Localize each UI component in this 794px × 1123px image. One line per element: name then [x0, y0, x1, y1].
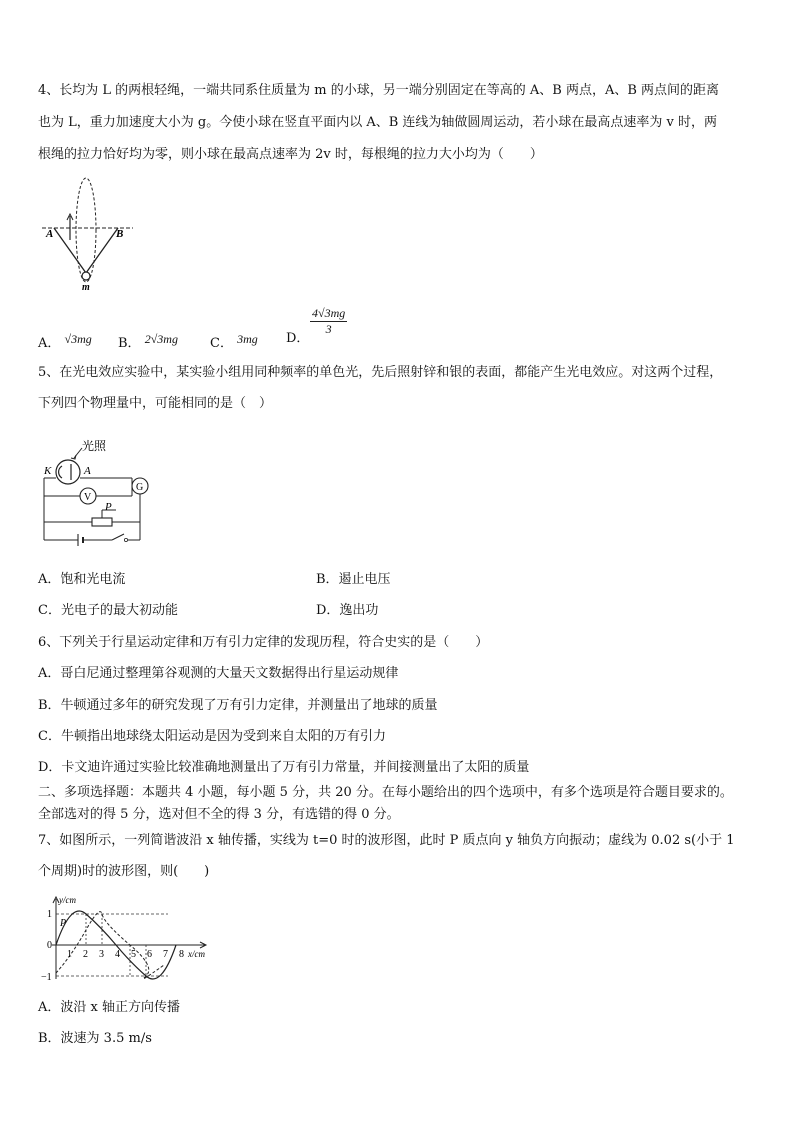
q7-stem-line-1: 7、如图所示，一列简谐波沿 x 轴传播，实线为 t=0 时的波形图，此时 P 质点向 y 轴负方向振动；虚线为 0.02 s(小于 1 — [38, 833, 735, 848]
light-label: 光照 — [82, 439, 107, 453]
q4-option-a-letter: A． — [38, 336, 61, 351]
label-v: V — [84, 492, 92, 503]
label-b: B — [116, 228, 124, 240]
y-tick-0: 0 — [47, 940, 52, 951]
q5-stem-line-1: 5、在光电效应实验中，某实验小组用同种频率的单色光，先后照射锌和银的表面，都能产生光电效应。对这两个过程， — [38, 365, 723, 380]
q7-option-b[interactable]: B．波速为 3.5 m/s — [38, 1031, 152, 1046]
q4-option-d-fraction — [310, 306, 347, 337]
q6-option-d[interactable]: D．卡文迪许通过实验比较准确地测量出了万有引力常量，并间接测量出了太阳的质量 — [38, 760, 530, 775]
q4-option-c-letter: C． — [210, 336, 233, 351]
q5-circuit-figure — [38, 430, 163, 555]
switch — [112, 534, 124, 540]
y-tick-1: 1 — [47, 909, 52, 920]
q4-option-d[interactable] — [286, 330, 309, 348]
y-axis-label: y/cm — [59, 895, 76, 905]
rotation-path — [76, 178, 96, 282]
q5-option-c[interactable]: C．光电子的最大初动能 — [38, 603, 178, 618]
q4-figure — [38, 170, 138, 295]
label-p: P — [105, 501, 112, 513]
q6-stem: 6、下列关于行星运动定律和万有引力定律的发现历程，符合史实的是（ ） — [38, 635, 489, 650]
x-axis-label: x/cm — [188, 949, 205, 959]
x-tick-5: 5 — [131, 949, 136, 960]
x-tick-1: 1 — [67, 949, 72, 960]
q5-stem-line-2: 下列四个物理量中，可能相同的是（ ） — [38, 396, 273, 411]
phototube — [56, 460, 80, 484]
q6-option-c[interactable]: C．牛顿指出地球绕太阳运动是因为受到来自太阳的万有引力 — [38, 729, 386, 744]
q5-option-a[interactable]: A．饱和光电流 — [38, 572, 126, 587]
q6-option-a[interactable]: A．哥白尼通过整理第谷观测的大量天文数据得出行星运动规律 — [38, 666, 399, 681]
q4-option-a[interactable] — [38, 330, 92, 353]
x-tick-6: 6 — [147, 949, 152, 960]
q4-option-b-letter: B． — [118, 336, 141, 351]
x-tick-2: 2 — [83, 949, 88, 960]
ball — [82, 272, 90, 280]
q7-option-a[interactable]: A．波沿 x 轴正方向传播 — [38, 1000, 180, 1015]
q5-option-d[interactable]: D．逸出功 — [316, 603, 379, 618]
x-tick-8: 8 — [179, 949, 184, 960]
x-tick-4: 4 — [115, 949, 120, 960]
q7-wave-figure — [38, 895, 218, 985]
q4-option-b-value: 2√3mg — [144, 332, 178, 346]
label-a: A — [46, 228, 54, 240]
y-tick-neg1: −1 — [41, 972, 52, 983]
x-tick-3: 3 — [99, 949, 104, 960]
q4-option-d-denominator: 3 — [325, 322, 332, 336]
q4-stem-line-3: 根绳的拉力恰好均为零，则小球在最高点速率为 2v 时，每根绳的拉力大小均为（ ） — [38, 147, 543, 162]
label-m: m — [82, 282, 90, 293]
section2-heading-line-2: 全部选对的得 5 分，选对但不全的得 3 分，有选错的得 0 分。 — [38, 807, 400, 822]
q4-option-b[interactable] — [118, 330, 178, 353]
x-tick-7: 7 — [163, 949, 168, 960]
p-label: P — [60, 918, 67, 929]
q5-option-b[interactable]: B．遏止电压 — [316, 572, 391, 587]
x-ticks — [67, 949, 184, 960]
label-k: K — [44, 465, 52, 477]
label-a: A — [84, 465, 91, 477]
q4-option-c[interactable] — [210, 330, 258, 353]
q4-option-d-numerator: 4√3mg — [312, 306, 346, 320]
q4-stem-line-2: 也为 L，重力加速度大小为 g。今使小球在竖直平面内以 A、B 连线为轴做圆周运动，若小球在最高点速率为 v 时，两 — [38, 115, 718, 130]
label-g: G — [136, 482, 144, 493]
q4-stem-line-1: 4、长均为 L 的两根轻绳，一端共同系住质量为 m 的小球，另一端分别固定在等高的 A、B 两点，A、B 两点间的距离 — [38, 83, 720, 98]
rope-right — [86, 228, 118, 273]
q4-option-c-value: 3mg — [237, 332, 258, 346]
section2-heading-line-1: 二、多项选择题：本题共 4 小题，每小题 5 分，共 20 分。在每小题给出的四个选项中，有多个选项是符合题目要求的。 — [38, 785, 733, 800]
q4-option-d-letter: D． — [286, 331, 310, 346]
q4-option-a-value: √3mg — [64, 332, 92, 346]
q7-stem-line-2: 个周期)时的波形图，则( ) — [38, 864, 210, 879]
rheostat — [92, 518, 112, 526]
q6-option-b[interactable]: B．牛顿通过多年的研究发现了万有引力定律，并测量出了地球的质量 — [38, 698, 438, 713]
